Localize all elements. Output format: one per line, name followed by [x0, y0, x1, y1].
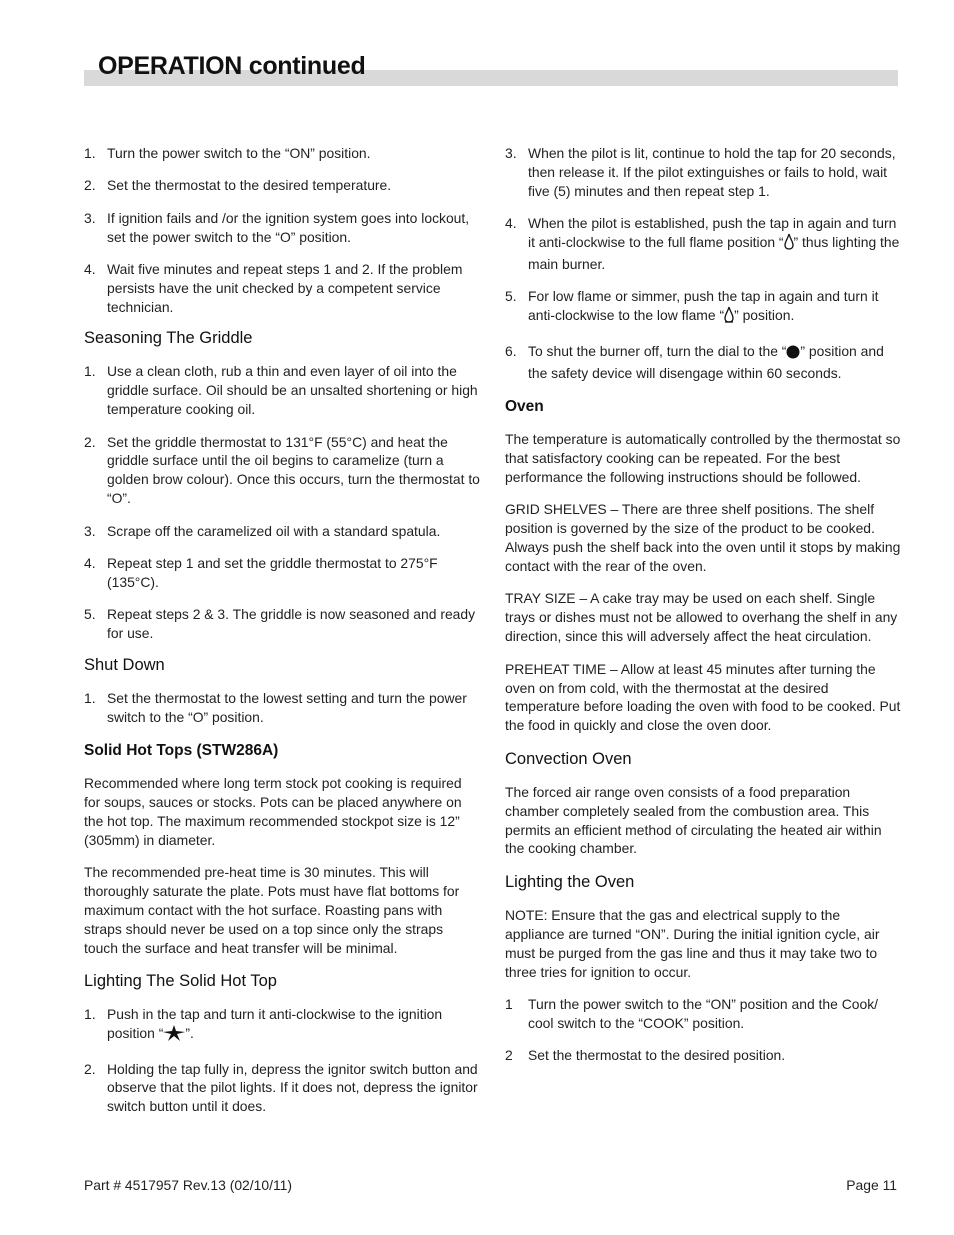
step-number: 5. [84, 606, 96, 623]
step-number: 1. [84, 1006, 96, 1023]
seasoning-heading: Seasoning The Griddle [84, 329, 253, 348]
solid-hot-tops-heading: Solid Hot Tops (STW286A) [84, 742, 279, 760]
solid-hot-tops-paragraph-2: The recommended pre-heat time is 30 minutes. This will thoroughly saturate the plate. Pots must have flat bottoms for maximum contact with the hot surface. Roasting pans with straps should never be used on a top since only the straps touch the surface and heat transfer will be minimal. [84, 864, 460, 956]
lighting-hot-top-heading: Lighting The Solid Hot Top [84, 972, 277, 991]
step-text: If ignition fails and /or the ignition system goes into lockout, set the power switch to the “O” position. [107, 209, 470, 245]
left-column [84, 144, 480, 1130]
step-text: Set the griddle thermostat to 131°F (55°C) and heat the griddle surface until the oil begins to caramelize (turn a golden brow colour). Once this occurs, turn the thermostat to “O”. [107, 433, 480, 507]
list-item [84, 689, 480, 727]
step-text: For low flame or simmer, push the tap in again and turn it anti-clockwise to the low flame “ [528, 288, 879, 324]
step-number: 4. [84, 261, 96, 278]
step-number: 5. [505, 288, 517, 305]
list-item [505, 1046, 901, 1065]
ignition-spark-icon [163, 1025, 185, 1046]
step-number: 3. [84, 522, 96, 539]
list-item [84, 144, 480, 163]
step-text-end: ”. [185, 1025, 194, 1042]
lighting-hot-top-steps-continued [505, 144, 901, 383]
step-text: Set the thermostat to the lowest setting and turn the power switch to the “O” position. [107, 689, 467, 725]
shutdown-steps-list [84, 689, 480, 727]
full-flame-icon [784, 233, 794, 255]
off-position-icon [786, 345, 800, 364]
step-number: 2 [505, 1047, 513, 1064]
step-text-end: ” thus lighting the main burner. [528, 234, 900, 273]
step-number: 1. [84, 145, 96, 161]
step-text: Set the thermostat to the desired position. [528, 1047, 786, 1064]
step-text: When the pilot is established, push the tap in again and turn it anti-clockwise to the full flame position “ [528, 215, 897, 251]
step-text: Repeat steps 2 & 3. The griddle is now seasoned and ready for use. [107, 606, 476, 642]
step-number: 2. [84, 177, 96, 194]
step-text: Repeat step 1 and set the griddle thermostat to 275°F (135°C). [107, 555, 438, 590]
step-text: Set the thermostat to the desired temperature. [107, 177, 392, 194]
step-number: 6. [505, 342, 517, 359]
list-item [505, 144, 901, 201]
step-text-end: ” position and the safety device will disengage within 60 seconds. [528, 342, 884, 381]
page-title: OPERATION continued [98, 52, 366, 80]
list-item [505, 214, 901, 274]
list-item [84, 362, 480, 419]
low-flame-icon [724, 306, 734, 328]
step-number: 2. [84, 433, 96, 450]
grid-shelves-paragraph: GRID SHELVES – There are three shelf positions. The shelf position is governed by the size of the product to be cooked. Always push the shelf back into the oven until it stops by making contact with the rear of the oven. [505, 501, 901, 574]
step-text: When the pilot is lit, continue to hold the tap for 20 seconds, then release it. If the pilot extinguishes or fails to hold, wait five (5) minutes and then repeat step 1. [528, 145, 896, 199]
shutdown-heading: Shut Down [84, 655, 165, 674]
step-text: Use a clean cloth, rub a thin and even layer of oil into the griddle surface. Oil should be an unsalted shortening or high temperature cooking oil. [107, 363, 478, 418]
list-item [84, 1005, 480, 1046]
preheat-time-paragraph: PREHEAT TIME – Allow at least 45 minutes after turning the oven on from cold, with the thermostat at the desired temperature before loading the oven with food to be cooked. Put the food in quickly and close the oven door. [505, 660, 901, 734]
step-number: 1. [84, 689, 96, 706]
step-text: Scrape off the caramelized oil with a standard spatula. [107, 522, 441, 539]
step-number: 1. [84, 363, 96, 380]
lighting-oven-note: NOTE: Ensure that the gas and electrical supply to the appliance are turned “ON”. During the initial ignition cycle, air must be purged from the gas line and thus it may take two to three tries for ignition to occur. [505, 906, 880, 980]
step-text: Holding the tap fully in, depress the ignitor switch button and observe that the pilot lights. If it does not, depress the ignitor switch button until it does. [107, 1060, 478, 1115]
oven-heading: Oven [505, 398, 544, 416]
step-number: 1 [505, 996, 513, 1012]
lighting-hot-top-steps-list [84, 1005, 480, 1116]
lighting-oven-heading: Lighting the Oven [505, 872, 635, 891]
list-item [505, 287, 901, 328]
list-item [84, 1060, 480, 1117]
convection-oven-heading: Convection Oven [505, 749, 632, 768]
step-text: To shut the burner off, turn the dial to the “ [528, 342, 787, 359]
list-item [505, 342, 901, 383]
list-item [84, 433, 480, 509]
part-number: Part # 4517957 Rev.13 (02/10/11) [84, 1177, 292, 1193]
list-item [84, 554, 480, 592]
lighting-oven-steps-list [505, 995, 901, 1065]
convection-oven-paragraph: The forced air range oven consists of a food preparation chamber completely sealed from the combustion area. This permits an efficient method of circulating the heated air within the cooking chamber. [505, 783, 882, 857]
step-number: 4. [84, 555, 96, 572]
page-number: Page 11 [846, 1177, 897, 1193]
list-item [84, 522, 480, 541]
solid-hot-tops-paragraph-1: Recommended where long term stock pot cooking is required for soups, sauces or stocks. Pots can be placed anywhere on the hot top. The maximum recommended stockpot size is 12” (305mm) in diameter. [84, 775, 462, 848]
seasoning-steps-list [84, 362, 480, 643]
step-text: Turn the power switch to the “ON” position and the Cook/ cool switch to the “COOK” position. [528, 996, 879, 1031]
list-item [505, 995, 901, 1033]
intro-steps-list [84, 144, 480, 317]
list-item [84, 176, 480, 195]
tray-size-paragraph: TRAY SIZE – A cake tray may be used on each shelf. Single trays or dishes must not be allowed to overhang the shelf in any direction, since this will adversely affect the heat circulation. [505, 590, 898, 645]
list-item [84, 260, 480, 317]
step-text: Turn the power switch to the “ON” position. [107, 145, 371, 161]
list-item [84, 605, 480, 643]
step-number: 3. [505, 145, 517, 161]
step-text-end: ” position. [734, 307, 795, 324]
list-item [84, 209, 480, 247]
step-number: 4. [505, 215, 517, 232]
right-column [505, 144, 901, 1079]
oven-paragraph-1: The temperature is automatically controlled by the thermostat so that satisfactory cooking can be repeated. For the best performance the following instructions should be followed. [505, 431, 901, 485]
step-text: Wait five minutes and repeat steps 1 and 2. If the problem persists have the unit checked by a competent service technician. [107, 261, 463, 315]
step-number: 2. [84, 1060, 96, 1077]
step-number: 3. [84, 209, 96, 226]
step-text: Push in the tap and turn it anti-clockwise to the ignition position “ [107, 1006, 443, 1042]
